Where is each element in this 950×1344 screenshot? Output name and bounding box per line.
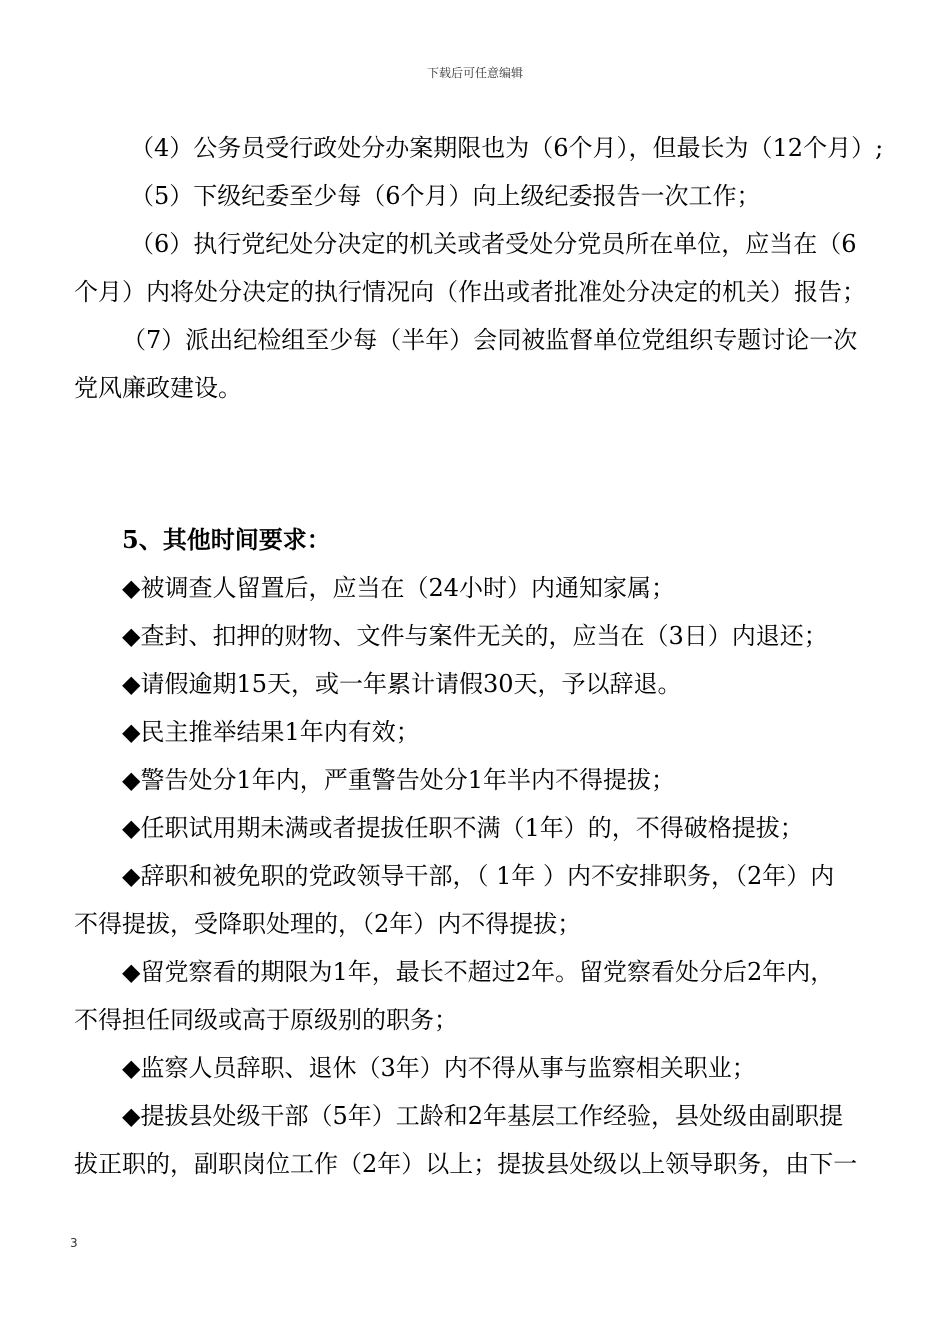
bullet-1-line-1: ◆被调查人留置后，应当在（24小时）内通知家属； xyxy=(122,574,675,602)
item-7-line-2: 党风廉政建设。 xyxy=(74,374,242,402)
bullet-10-line-2: 拔正职的，副职岗位工作（2年）以上；提拔县处级以上领导职务，由下一 xyxy=(74,1150,858,1178)
section-heading: 5、其他时间要求： xyxy=(122,525,331,554)
page-number: 3 xyxy=(70,1236,78,1250)
item-4-line-1: （4）公务员受行政处分办案期限也为（6个月），但最长为（12个月）; xyxy=(130,134,884,162)
page-header: 下载后可任意编辑 xyxy=(426,66,523,80)
item-6-line-2: 个月）内将处分决定的执行情况向（作出或者批准处分决定的机关）报告； xyxy=(74,278,866,306)
bullet-4-line-1: ◆民主推举结果1年内有效； xyxy=(122,718,420,746)
bullet-7-line-1: ◆辞职和被免职的党政领导干部，（ 1年 ）内不安排职务，（2年）内 xyxy=(122,862,835,890)
bullet-9-line-1: ◆监察人员辞职、退休（3年）内不得从事与监察相关职业； xyxy=(122,1054,756,1082)
item-5-line-1: （5）下级纪委至少每（6个月）向上级纪委报告一次工作； xyxy=(130,182,761,210)
bullet-7-line-2: 不得提拔，受降职处理的，（2年）内不得提拔； xyxy=(74,910,582,938)
bullet-10-line-1: ◆提拔县处级干部（5年）工龄和2年基层工作经验，县处级由副职提 xyxy=(122,1102,843,1130)
item-7-line-1: （7）派出纪检组至少每（半年）会同被监督单位党组织专题讨论一次 xyxy=(122,326,858,354)
bullet-8-line-1: ◆留党察看的期限为1年，最长不超过2年。留党察看处分后2年内， xyxy=(122,958,835,986)
bullet-5-line-1: ◆警告处分1年内，严重警告处分1年半内不得提拔； xyxy=(122,766,675,794)
bullet-6-line-1: ◆任职试用期未满或者提拔任职不满（1年）的，不得破格提拔； xyxy=(122,814,804,842)
bullet-8-line-2: 不得担任同级或高于原级别的职务； xyxy=(74,1006,458,1034)
item-6-line-1: （6）执行党纪处分决定的机关或者受处分党员所在单位，应当在（6 xyxy=(130,230,857,258)
bullet-2-line-1: ◆查封、扣押的财物、文件与案件无关的，应当在（3日）内退还； xyxy=(122,622,828,650)
bullet-3-line-1: ◆请假逾期15天，或一年累计请假30天，予以辞退。 xyxy=(122,670,682,698)
document-body xyxy=(74,124,884,1188)
